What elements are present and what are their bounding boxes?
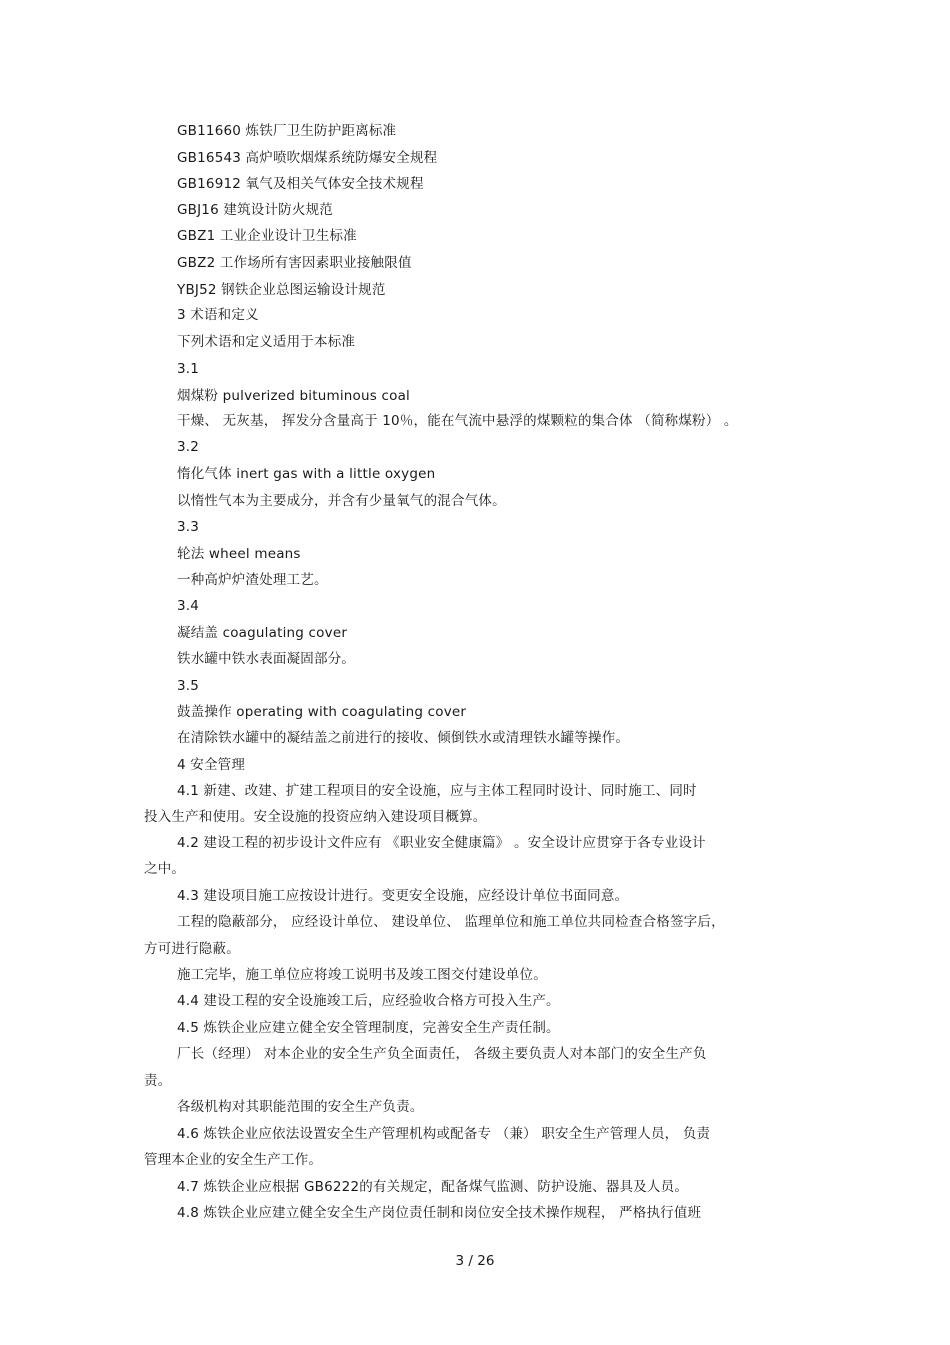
clause-line: 方可进行隐蔽。 [144, 941, 240, 957]
term-title: 鼓盖操作 operating with coagulating cover [177, 704, 467, 720]
clause-line: 4.5 炼铁企业应建立健全安全管理制度，完善安全生产责任制。 [177, 1020, 560, 1036]
term-definition: 铁水罐中铁水表面凝固部分。 [177, 651, 356, 667]
term-definition: 以惰性气本为主要成分，并含有少量氧气的混合气体。 [177, 493, 506, 509]
term-number: 3.3 [177, 519, 200, 535]
clause-line: 投入生产和使用。安全设施的投资应纳入建设项目概算。 [144, 809, 487, 825]
term-number: 3.4 [177, 598, 200, 614]
text-line: GBZ2 工作场所有害因素职业接触限值 [177, 255, 412, 271]
section-heading: 4 安全管理 [177, 757, 246, 773]
text-line: GB11660 炼铁厂卫生防护距离标准 [177, 123, 397, 139]
clause-line: 厂长（经理） 对本企业的安全生产负全面责任， 各级主要负责人对本部门的安全生产负 [177, 1046, 707, 1062]
clause-line: 4.7 炼铁企业应根据 GB6222的有关规定，配备煤气监测、防护设施、器具及人员。 [177, 1179, 689, 1195]
text-line: 下列术语和定义适用于本标准 [177, 334, 356, 350]
text-line: YBJ52 钢铁企业总图运输设计规范 [177, 282, 386, 298]
page-number: 3 / 26 [455, 1253, 495, 1269]
clause-line: 工程的隐蔽部分， 应经设计单位、 建设单位、 监理单位和施工单位共同检查合格签字后， [177, 914, 725, 930]
text-line: GB16912 氧气及相关气体安全技术规程 [177, 176, 424, 192]
clause-line: 管理本企业的安全生产工作。 [144, 1152, 323, 1168]
term-number: 3.5 [177, 678, 200, 694]
term-title: 凝结盖 coagulating cover [177, 625, 348, 641]
term-definition: 在清除铁水罐中的凝结盖之前进行的接收、倾倒铁水或清理铁水罐等操作。 [177, 730, 630, 746]
clause-line: 4.3 建设项目施工应按设计进行。变更安全设施，应经设计单位书面同意。 [177, 888, 629, 904]
clause-line: 4.2 建设工程的初步设计文件应有 《职业安全健康篇》 。安全设计应贯穿于各专业设计 [177, 835, 706, 851]
text-line: GB16543 高炉喷吹烟煤系统防爆安全规程 [177, 150, 438, 166]
clause-line: 4.6 炼铁企业应依法设置安全生产管理机构或配备专 （兼） 职安全生产管理人员， 负责 [177, 1126, 711, 1142]
clause-line: 施工完毕，施工单位应将竣工说明书及竣工图交付建设单位。 [177, 967, 547, 983]
text-line: GBZ1 工业企业设计卫生标准 [177, 228, 357, 244]
term-definition: 干燥、 无灰基， 挥发分含量高于 10％，能在气流中悬浮的煤颗粒的集合体 （简称煤粉） 。 [177, 413, 738, 429]
term-number: 3.1 [177, 361, 200, 377]
text-line: GBJ16 建筑设计防火规范 [177, 202, 333, 218]
term-title: 烟煤粉 pulverized bituminous coal [177, 388, 410, 404]
clause-line: 4.8 炼铁企业应建立健全安全生产岗位责任制和岗位安全技术操作规程， 严格执行值班 [177, 1205, 702, 1221]
clause-line: 责。 [144, 1073, 172, 1089]
term-number: 3.2 [177, 439, 200, 455]
term-title: 轮法 wheel means [177, 546, 301, 562]
clause-line: 4.4 建设工程的安全设施竣工后，应经验收合格方可投入生产。 [177, 993, 560, 1009]
clause-line: 各级机构对其职能范围的安全生产负责。 [177, 1099, 424, 1115]
term-definition: 一种高炉炉渣处理工艺。 [177, 572, 328, 588]
clause-line: 之中。 [144, 861, 186, 877]
section-heading: 3 术语和定义 [177, 307, 259, 323]
clause-line: 4.1 新建、改建、扩建工程项目的安全设施，应与主体工程同时设计、同时施工、同时 [177, 783, 697, 799]
term-title: 惰化气体 inert gas with a little oxygen [177, 466, 436, 482]
